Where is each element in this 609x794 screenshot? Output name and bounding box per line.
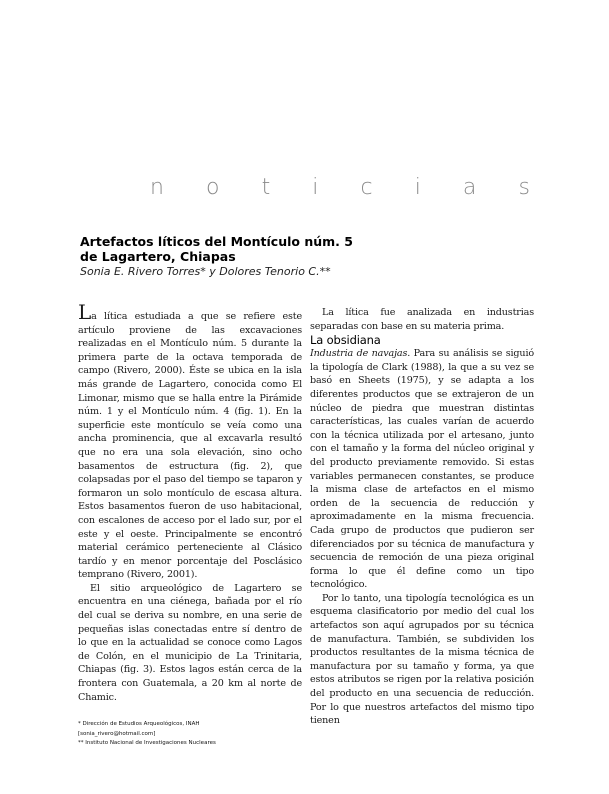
section-letter: s: [518, 175, 530, 200]
paragraph: La lítica fue analizada en industrias separadas con base en su materia prima.: [310, 307, 534, 332]
footnote: [sonia_rivero@hotmail.com]: [78, 730, 156, 737]
title-line-1: Artefactos líticos del Montículo núm. 5: [80, 234, 353, 249]
paragraph-text: a lítica estudiada a que se refiere este artículo proviene de las excavaciones realizadas en el Montículo núm. 5 durante la primera parte de la octava temporada de campo (Rivero, 2000). Éste se ubica en la isla más grande de Lagartero, conocida como El Limonar, mismo que se halla entre la Pirámide núm. 1 y el Montículo núm. 4 (fig. 1). En la superficie este montículo se veía como una ancha prominencia, que al excavarla resultó que no era una sola elevación, sino ocho basamentos de estructura (fig. 2), que colapsadas por el paso del tiempo se taparon y formaron un solo montículo de escasa altura. Estos basamentos fueron de uso habitacional, con escalones de acceso por el lado sur, por el este y el oeste. Principalmente se encontró material cerámico perteneciente al Clásico tardío y en menor porcentaje del Posclásico temprano (Rivero, 2001).: [78, 311, 302, 581]
section-letter: t: [261, 175, 271, 200]
section-letter: i: [414, 175, 421, 200]
run-in-heading: Industria de navajas.: [310, 348, 411, 360]
article-authors: Sonia E. Rivero Torres* y Dolores Tenorio C.**: [80, 265, 331, 278]
article-title: [80, 234, 540, 264]
footnote: ** Instituto Nacional de Investigaciones Nucleares: [78, 740, 216, 747]
paragraph: El sitio arqueológico de Lagartero se encuentra en una ciénega, bañada por el río del cual se deriva su nombre, en una serie de pequeñas islas conectadas entre sí dentro de lo que en la actualidad se conoce como Lagos de Colón, en el municipio de La Trinitaria, Chiapas (fig. 3). Estos lagos están cerca de la frontera con Guatemala, a 20 km al norte de Chamic.: [78, 582, 302, 703]
paragraph: [78, 300, 302, 582]
section-letter: n: [150, 175, 164, 200]
section-label-noticias: [150, 175, 530, 200]
drop-cap: L: [78, 300, 92, 324]
footnotes: [78, 720, 302, 749]
title-line-2: de Lagartero, Chiapas: [80, 249, 236, 264]
paragraph: Por lo tanto, una tipología tecnológica es un esquema clasificatorio por medio del cual los artefactos son aquí agrupados por su técnica de manufactura. También, se subdividen los productos resultantes de la misma técnica de manufactura por su tamaño y forma, ya que estos atributos se rigen por la relativa posición del producto en una secuencia de reducción. Por lo que nuestros artefactos del mismo tipo tienen: [310, 592, 534, 727]
section-letter: i: [312, 175, 319, 200]
paragraph: [310, 347, 534, 592]
section-subheading: La obsidiana: [310, 333, 381, 348]
footnote: * Dirección de Estudios Arqueológicos, INAH: [78, 721, 200, 728]
section-letter: c: [360, 175, 373, 200]
left-column: [78, 300, 302, 749]
section-letter: o: [206, 175, 220, 200]
right-column: [310, 306, 534, 728]
article-header: [80, 234, 540, 278]
paragraph-text: Para su análisis se siguió la tipología de Clark (1988), la que a su vez se basó en Sheets (1975), y se adapta a los diferentes productos que se extrajeron de un núcleo de piedra que muestran distintas características, las cuales varían de acuerdo con la técnica utilizada por el artesano, junto con el tamaño y la forma del núcleo original y del producto previamente removido. Si estas variables permanecen constantes, se produce la misma clase de artefactos en el mismo orden de la secuencia de reducción y aproximadamente en la misma frecuencia. Cada grupo de productos que pudieron ser diferenciados por su técnica de manufactura y secuencia de remoción de una pieza original forma lo que él define como un tipo tecnológico.: [310, 348, 535, 591]
section-letter: a: [462, 175, 477, 200]
